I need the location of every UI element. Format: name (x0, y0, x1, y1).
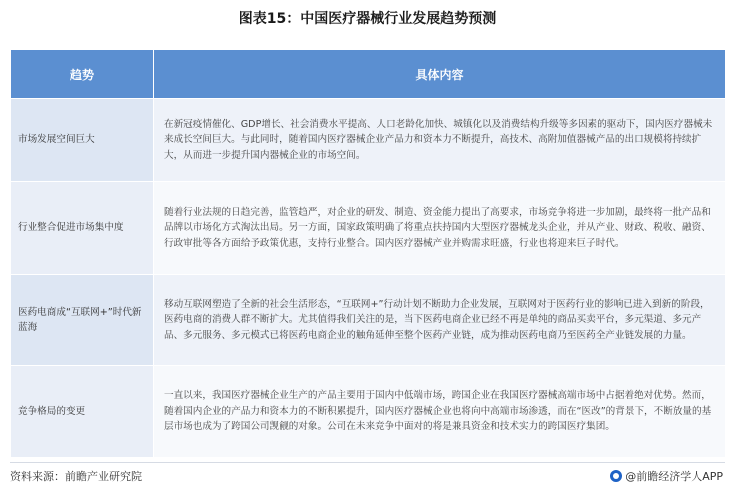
brand-credit (610, 468, 723, 484)
qianzhan-logo-icon (610, 470, 622, 482)
table-row (11, 182, 726, 275)
table-row (11, 275, 726, 366)
row-trend: 行业整合促进市场集中度 (11, 182, 154, 275)
row-content: 在新冠疫情催化、GDP增长、社会消费水平提高、人口老龄化加快、城镇化以及消费结构升级等多因素的驱动下，国内医疗器械未来成长空间巨大。与此同时，随着国内医疗器械企业产品力和资本力不断提升，高技术、高附加值器械产品的出口规模将持续扩大，从而进一步提升国内器械企业的市场空间。 (154, 99, 726, 182)
table-header-row (11, 50, 726, 99)
header-content: 具体内容 (154, 50, 726, 99)
footer-divider (10, 462, 725, 463)
row-content: 一直以来，我国医疗器械企业生产的产品主要用于国内中低端市场，跨国企业在我国医疗器械高端市场中占据着绝对优势。然而，随着国内企业的产品力和资本力的不断积累提升，国内医疗器械企业也将向中高端市场渗透，而在“医改”的背景下，不断放量的基层市场也成为了跨国公司觊觎的对象。公司在未来竞争中面对的将是兼具资金和技术实力的跨国医疗集团。 (154, 366, 726, 458)
table-row (11, 366, 726, 458)
page-title: 图表15：中国医疗器械行业发展趋势预测 (238, 11, 497, 27)
row-trend: 医药电商成“互联网+”时代新蓝海 (11, 275, 154, 366)
source-note: 资料来源：前瞻产业研究院 (10, 470, 142, 483)
row-trend: 市场发展空间巨大 (11, 99, 154, 182)
row-content: 随着行业法规的日趋完善，监管趋严，对企业的研发、制造、资金能力提出了高要求，市场竞争将进一步加剧，最终将一批产品和品牌以市场化方式淘汰出局。另一方面，国家政策明确了将重点扶持国内大型医疗器械龙头企业，并从产业、财政、税收、融资、行政审批等各方面给予政策优惠，支持行业整合。国内医疗器械产业并购需求旺盛，行业也将迎来巨子时代。 (154, 182, 726, 275)
brand-text: @前瞻经济学人APP (625, 470, 723, 483)
header-trend: 趋势 (11, 50, 154, 99)
table-row (11, 99, 726, 182)
trend-table (10, 49, 726, 458)
row-content: 移动互联网塑造了全新的社会生活形态，“互联网+”行动计划不断助力企业发展，互联网对于医药行业的影响已进入到新的阶段，医药电商的消费人群不断扩大。尤其值得我们关注的是，当下医药电商企业已经不再是单纯的商品买卖平台，多元渠道、多元产品、多元服务、多元模式已将医药电商企业的触角延伸至整个医药产业链，成为推动医药电商乃至医药全产业链发展的力量。 (154, 275, 726, 366)
row-trend: 竞争格局的变更 (11, 366, 154, 458)
